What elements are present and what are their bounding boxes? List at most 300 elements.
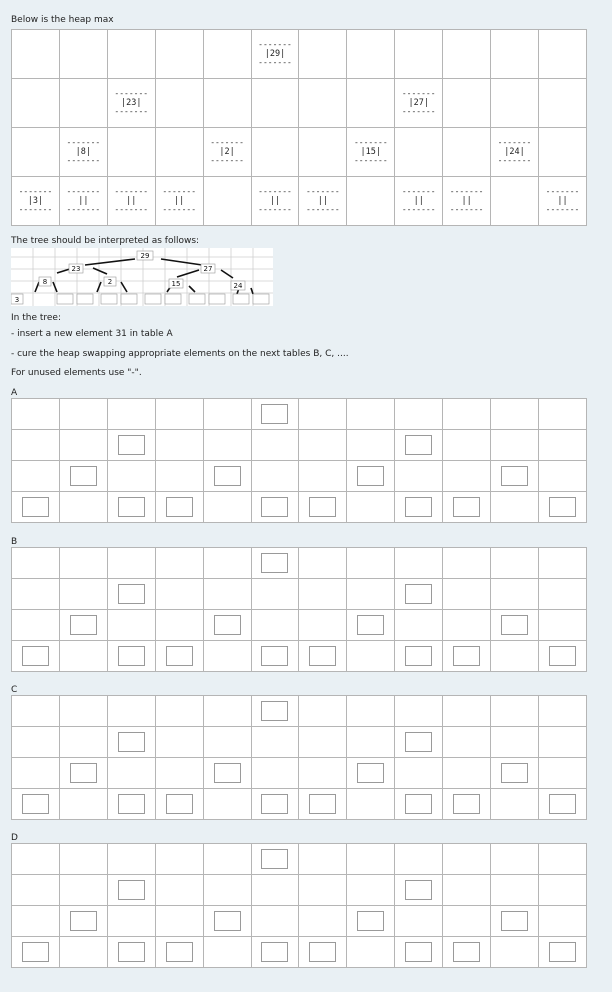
heap-level-1 — [12, 844, 587, 875]
tree-node-3: 3 — [14, 296, 20, 304]
heap-node-input[interactable] — [214, 466, 241, 486]
heap-node-input[interactable] — [118, 880, 145, 900]
heap-max-cell — [538, 30, 586, 79]
heap-max-cell — [155, 79, 203, 128]
heap-cell — [347, 906, 395, 937]
heap-cell — [538, 492, 586, 523]
heap-cell — [491, 727, 539, 758]
heap-max-value: 15 — [365, 147, 376, 157]
heap-node-input[interactable] — [501, 466, 528, 486]
heap-cell — [107, 758, 155, 789]
heap-cell — [538, 610, 586, 641]
instructions-heading: In the tree: — [11, 313, 61, 323]
heap-cell — [347, 696, 395, 727]
heap-cell — [12, 844, 60, 875]
heap-cell — [538, 641, 586, 672]
heap-cell — [12, 579, 60, 610]
heap-cell — [443, 579, 491, 610]
heap-cell — [299, 696, 347, 727]
heap-max-cell — [395, 128, 443, 177]
heap-cell — [59, 430, 107, 461]
heap-node-input[interactable] — [214, 615, 241, 635]
heap-cell — [299, 906, 347, 937]
heap-node-input[interactable] — [357, 911, 384, 931]
heap-cell — [59, 461, 107, 492]
heap-cell — [395, 461, 443, 492]
heap-cell — [347, 399, 395, 430]
heap-cell — [251, 696, 299, 727]
heap-max-level-1 — [12, 30, 587, 79]
heap-cell — [12, 906, 60, 937]
heap-node-input[interactable] — [261, 646, 288, 666]
heap-cell — [491, 906, 539, 937]
heap-node-input[interactable] — [118, 497, 145, 517]
heap-cell — [107, 579, 155, 610]
heap-cell — [203, 789, 251, 820]
heap-cell — [299, 937, 347, 968]
heap-node-input[interactable] — [357, 615, 384, 635]
tree-node-27: 27 — [203, 265, 213, 273]
heap-cell — [203, 641, 251, 672]
heap-cell — [107, 461, 155, 492]
heap-cell — [155, 937, 203, 968]
heap-node-input[interactable] — [405, 942, 432, 962]
heap-cell — [12, 399, 60, 430]
heap-cell — [538, 875, 586, 906]
heap-node-input[interactable] — [309, 794, 336, 814]
heap-cell — [443, 610, 491, 641]
heap-cell — [155, 641, 203, 672]
heap-max-cell — [251, 79, 299, 128]
heap-node-input[interactable] — [261, 849, 288, 869]
heap-max-cell: ------- || ------- — [395, 177, 443, 226]
heap-cell — [59, 875, 107, 906]
heap-cell — [251, 844, 299, 875]
heap-node-input[interactable] — [70, 911, 97, 931]
heap-cell — [12, 641, 60, 672]
heap-cell — [59, 641, 107, 672]
heap-max-cell: ------- |8| ------- — [59, 128, 107, 177]
heap-cell — [251, 579, 299, 610]
intro-text: Below is the heap max — [11, 15, 114, 25]
heap-level-3 — [12, 906, 587, 937]
heap-cell — [59, 844, 107, 875]
heap-max-cell — [538, 128, 586, 177]
heap-cell — [395, 579, 443, 610]
heap-cell — [155, 461, 203, 492]
heap-cell — [155, 727, 203, 758]
heap-max-cell — [203, 30, 251, 79]
heap-cell — [491, 399, 539, 430]
heap-cell — [491, 875, 539, 906]
heap-level-4 — [12, 789, 587, 820]
heap-cell — [491, 430, 539, 461]
heap-cell — [299, 430, 347, 461]
heap-node-input[interactable] — [453, 497, 480, 517]
heap-node-input[interactable] — [453, 942, 480, 962]
heap-max-cell — [59, 79, 107, 128]
heap-cell — [443, 696, 491, 727]
instruction-unused: For unused elements use "-". — [11, 368, 142, 378]
heap-table-d — [11, 843, 587, 968]
heap-node-input[interactable] — [549, 794, 576, 814]
heap-node-input[interactable] — [261, 404, 288, 424]
heap-cell — [395, 844, 443, 875]
heap-node-input[interactable] — [501, 911, 528, 931]
instruction-insert: - insert a new element 31 in table A — [11, 329, 173, 339]
heap-cell — [12, 727, 60, 758]
heap-cell — [299, 875, 347, 906]
heap-cell — [251, 461, 299, 492]
heap-cell — [299, 579, 347, 610]
heap-node-input[interactable] — [22, 646, 49, 666]
heap-level-4 — [12, 937, 587, 968]
heap-cell — [443, 758, 491, 789]
heap-max-cell — [443, 30, 491, 79]
heap-max-value: 29 — [269, 49, 281, 59]
heap-cell — [203, 727, 251, 758]
heap-max-cell: ------- || ------- — [443, 177, 491, 226]
heap-node-input[interactable] — [309, 942, 336, 962]
heap-max-value: 2 — [224, 147, 230, 157]
heap-node-input[interactable] — [70, 763, 97, 783]
tree-node-2: 2 — [107, 278, 113, 286]
heap-cell — [59, 906, 107, 937]
heap-cell — [203, 548, 251, 579]
heap-node-input[interactable] — [501, 615, 528, 635]
heap-cell — [12, 430, 60, 461]
heap-max-cell — [155, 30, 203, 79]
heap-cell — [155, 758, 203, 789]
heap-cell — [491, 548, 539, 579]
heap-max-value: 3 — [32, 196, 39, 206]
heap-cell — [107, 696, 155, 727]
heap-cell — [299, 461, 347, 492]
heap-table-c — [11, 695, 587, 820]
heap-cell — [538, 844, 586, 875]
heap-max-cell: ------- |2| ------- — [203, 128, 251, 177]
heap-cell — [251, 641, 299, 672]
heap-node-input[interactable] — [405, 880, 432, 900]
heap-cell — [107, 937, 155, 968]
heap-cell — [299, 844, 347, 875]
heap-node-input[interactable] — [214, 911, 241, 931]
heap-max-cell: ------- || ------- — [155, 177, 203, 226]
heap-cell — [155, 844, 203, 875]
heap-cell — [538, 579, 586, 610]
heap-cell — [299, 727, 347, 758]
tree-node-root: 29 — [140, 252, 150, 260]
heap-max-cell: ------- |3| ------- — [12, 177, 60, 226]
heap-cell — [59, 789, 107, 820]
heap-level-3 — [12, 758, 587, 789]
heap-cell — [443, 399, 491, 430]
heap-cell — [299, 758, 347, 789]
heap-max-cell — [299, 128, 347, 177]
heap-node-input[interactable] — [549, 942, 576, 962]
heap-cell — [538, 727, 586, 758]
heap-cell — [299, 399, 347, 430]
heap-node-input[interactable] — [22, 942, 49, 962]
heap-cell — [491, 461, 539, 492]
heap-node-input[interactable] — [549, 497, 576, 517]
heap-cell — [12, 610, 60, 641]
heap-node-input[interactable] — [309, 646, 336, 666]
heap-level-2 — [12, 727, 587, 758]
heap-cell — [347, 875, 395, 906]
heap-cell — [203, 906, 251, 937]
heap-cell — [491, 844, 539, 875]
heap-cell — [443, 492, 491, 523]
heap-cell — [59, 696, 107, 727]
heap-cell — [491, 492, 539, 523]
heap-cell — [538, 789, 586, 820]
heap-cell — [203, 461, 251, 492]
heap-max-cell: ------- || ------- — [251, 177, 299, 226]
heap-cell — [12, 758, 60, 789]
tree-caption: The tree should be interpreted as follows: — [11, 236, 200, 246]
heap-node-input[interactable] — [309, 497, 336, 517]
heap-max-cell — [107, 128, 155, 177]
heap-cell — [155, 789, 203, 820]
heap-cell — [443, 430, 491, 461]
heap-max-table — [11, 29, 587, 226]
heap-node-input[interactable] — [118, 794, 145, 814]
heap-cell — [395, 758, 443, 789]
heap-max-cell — [443, 79, 491, 128]
heap-cell — [347, 461, 395, 492]
heap-node-input[interactable] — [261, 701, 288, 721]
heap-node-input[interactable] — [118, 942, 145, 962]
heap-cell — [443, 789, 491, 820]
heap-node-input[interactable] — [453, 794, 480, 814]
heap-cell — [491, 579, 539, 610]
heap-max-value: 24 — [509, 147, 520, 157]
heap-cell — [203, 758, 251, 789]
heap-cell — [203, 610, 251, 641]
tree-figure — [11, 248, 273, 306]
heap-max-cell — [12, 79, 60, 128]
heap-max-cell: ------- || ------- — [538, 177, 586, 226]
heap-cell — [107, 844, 155, 875]
heap-cell — [155, 906, 203, 937]
heap-node-input[interactable] — [501, 763, 528, 783]
heap-cell — [12, 696, 60, 727]
heap-node-input[interactable] — [118, 732, 145, 752]
heap-node-input[interactable] — [166, 497, 193, 517]
heap-cell — [59, 579, 107, 610]
heap-level-1 — [12, 548, 587, 579]
heap-max-cell: ------- |24| ------- — [491, 128, 539, 177]
heap-cell — [395, 548, 443, 579]
heap-cell — [491, 641, 539, 672]
heap-cell — [299, 548, 347, 579]
heap-cell — [443, 641, 491, 672]
heap-node-input[interactable] — [405, 497, 432, 517]
heap-cell — [347, 579, 395, 610]
heap-max-cell — [299, 30, 347, 79]
heap-cell — [251, 610, 299, 641]
heap-level-2 — [12, 430, 587, 461]
heap-max-cell — [347, 79, 395, 128]
heap-level-3 — [12, 461, 587, 492]
heap-cell — [538, 758, 586, 789]
heap-cell — [155, 875, 203, 906]
heap-level-2 — [12, 579, 587, 610]
heap-cell — [59, 610, 107, 641]
heap-max-level-2 — [12, 79, 587, 128]
heap-node-input[interactable] — [166, 794, 193, 814]
heap-cell — [395, 696, 443, 727]
heap-cell — [59, 937, 107, 968]
heap-cell — [251, 492, 299, 523]
heap-cell — [347, 641, 395, 672]
heap-cell — [59, 492, 107, 523]
heap-node-input[interactable] — [166, 942, 193, 962]
heap-max-cell — [347, 30, 395, 79]
heap-cell — [107, 610, 155, 641]
heap-cell — [251, 789, 299, 820]
heap-node-input[interactable] — [261, 794, 288, 814]
heap-cell — [107, 548, 155, 579]
heap-max-cell: ------- |15| ------- — [347, 128, 395, 177]
heap-cell — [443, 937, 491, 968]
heap-node-input[interactable] — [214, 763, 241, 783]
heap-cell — [107, 789, 155, 820]
heap-max-cell: ------- |27| ------- — [395, 79, 443, 128]
heap-node-input[interactable] — [118, 584, 145, 604]
heap-cell — [395, 492, 443, 523]
heap-cell — [443, 906, 491, 937]
heap-cell — [395, 727, 443, 758]
heap-node-input[interactable] — [22, 794, 49, 814]
heap-cell — [538, 696, 586, 727]
heap-cell — [347, 789, 395, 820]
heap-cell — [538, 399, 586, 430]
heap-max-cell — [538, 79, 586, 128]
heap-cell — [203, 399, 251, 430]
heap-node-input[interactable] — [405, 435, 432, 455]
heap-cell — [491, 758, 539, 789]
heap-cell — [299, 492, 347, 523]
heap-node-input[interactable] — [22, 497, 49, 517]
heap-cell — [59, 758, 107, 789]
heap-node-input[interactable] — [118, 435, 145, 455]
heap-node-input[interactable] — [405, 646, 432, 666]
heap-max-cell — [203, 177, 251, 226]
heap-cell — [538, 461, 586, 492]
heap-cell — [155, 492, 203, 523]
heap-cell — [12, 789, 60, 820]
heap-cell — [443, 875, 491, 906]
heap-cell — [538, 937, 586, 968]
tree-node-8: 8 — [42, 278, 48, 286]
heap-cell — [155, 579, 203, 610]
heap-node-input[interactable] — [70, 466, 97, 486]
heap-cell — [12, 875, 60, 906]
heap-cell — [443, 461, 491, 492]
heap-max-level-3 — [12, 128, 587, 177]
heap-cell — [491, 789, 539, 820]
heap-node-input[interactable] — [405, 732, 432, 752]
table-label-c: C — [11, 685, 18, 695]
heap-cell — [203, 875, 251, 906]
heap-cell — [251, 937, 299, 968]
heap-cell — [395, 399, 443, 430]
heap-cell — [203, 430, 251, 461]
heap-cell — [395, 875, 443, 906]
heap-node-input[interactable] — [261, 553, 288, 573]
heap-cell — [12, 492, 60, 523]
heap-cell — [107, 492, 155, 523]
heap-max-cell — [59, 30, 107, 79]
heap-level-1 — [12, 399, 587, 430]
heap-max-cell — [12, 30, 60, 79]
heap-cell — [155, 548, 203, 579]
tree-node-15: 15 — [171, 280, 181, 288]
heap-max-cell: ------- || ------- — [299, 177, 347, 226]
heap-cell — [491, 696, 539, 727]
heap-node-input[interactable] — [405, 584, 432, 604]
heap-cell — [347, 548, 395, 579]
heap-max-cell — [395, 30, 443, 79]
heap-node-input[interactable] — [357, 763, 384, 783]
heap-node-input[interactable] — [166, 646, 193, 666]
heap-cell — [538, 906, 586, 937]
heap-level-4 — [12, 492, 587, 523]
heap-node-input[interactable] — [357, 466, 384, 486]
heap-cell — [251, 758, 299, 789]
heap-table-a — [11, 398, 587, 523]
table-label-a: A — [11, 388, 18, 398]
heap-cell — [251, 399, 299, 430]
heap-max-cell: ------- || ------- — [59, 177, 107, 226]
heap-node-input[interactable] — [405, 794, 432, 814]
heap-cell — [251, 906, 299, 937]
heap-node-input[interactable] — [118, 646, 145, 666]
heap-cell — [203, 579, 251, 610]
heap-node-input[interactable] — [70, 615, 97, 635]
heap-level-4 — [12, 641, 587, 672]
heap-cell — [347, 758, 395, 789]
heap-cell — [155, 696, 203, 727]
heap-max-cell: ------- |29| ------- — [251, 30, 299, 79]
heap-cell — [251, 430, 299, 461]
heap-max-cell — [347, 177, 395, 226]
heap-max-cell: ------- || ------- — [107, 177, 155, 226]
heap-cell — [12, 937, 60, 968]
heap-cell — [491, 937, 539, 968]
heap-node-input[interactable] — [453, 646, 480, 666]
heap-max-value: 27 — [413, 98, 424, 108]
tree-node-24: 24 — [233, 282, 243, 290]
heap-cell — [347, 937, 395, 968]
heap-node-input[interactable] — [261, 497, 288, 517]
heap-node-input[interactable] — [261, 942, 288, 962]
heap-cell — [538, 548, 586, 579]
heap-cell — [155, 430, 203, 461]
heap-cell — [12, 548, 60, 579]
heap-max-cell — [443, 128, 491, 177]
heap-cell — [59, 399, 107, 430]
heap-cell — [395, 906, 443, 937]
heap-max-cell — [299, 79, 347, 128]
table-label-b: B — [11, 537, 18, 547]
heap-cell — [107, 641, 155, 672]
heap-cell — [395, 430, 443, 461]
heap-cell — [299, 610, 347, 641]
heap-node-input[interactable] — [549, 646, 576, 666]
